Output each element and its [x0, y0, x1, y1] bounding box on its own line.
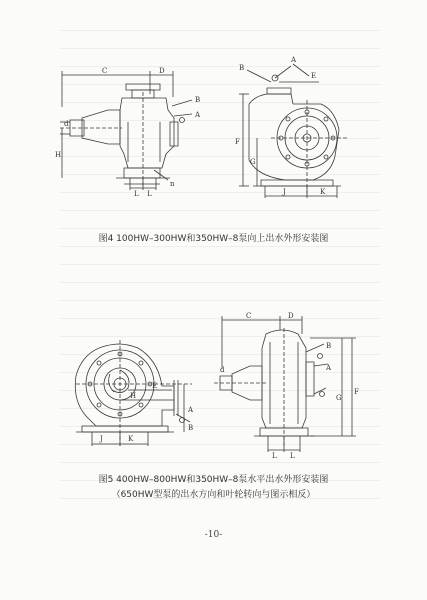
figure-5-caption-line-2: （650HW型泵的出水方向和叶轮转向与图示相反）: [111, 490, 316, 500]
page-number: -10-: [204, 530, 223, 540]
label: A: [326, 364, 332, 372]
label: B: [326, 342, 332, 350]
label: G: [336, 394, 342, 402]
figure-4-caption: 图4 100HW–300HW和350HW–8泵向上出水外形安装图: [98, 234, 329, 244]
label: L: [134, 190, 139, 197]
label: K: [128, 435, 134, 443]
label: L: [147, 190, 152, 197]
label: G: [250, 158, 256, 166]
label: D: [288, 312, 294, 320]
label: A: [195, 111, 201, 119]
figure-5-caption-line-1: 图5 400HW–800HW和350HW–8泵水平出水外形安装图: [98, 475, 329, 485]
label: J: [100, 435, 103, 443]
label: E: [311, 72, 317, 80]
label: H: [130, 392, 137, 400]
fig5-front-view-labels: [62, 330, 202, 450]
label: F: [354, 388, 359, 396]
label: D: [159, 67, 165, 75]
fig5-side-view-labels: [210, 308, 370, 458]
label: d: [64, 120, 69, 128]
label: n: [170, 180, 175, 188]
label: A: [291, 56, 297, 64]
label: J: [283, 188, 286, 196]
fig4-side-view-labels: [50, 62, 205, 197]
label: F: [235, 138, 240, 146]
label: B: [188, 424, 194, 432]
label: H: [55, 151, 62, 159]
label: K: [320, 188, 326, 196]
label: L: [272, 452, 277, 458]
label: C: [246, 312, 252, 320]
label: B: [195, 96, 201, 104]
label: d: [220, 366, 225, 374]
label: E: [152, 382, 158, 390]
label: L: [290, 452, 295, 458]
label: B: [239, 64, 245, 72]
label: C: [102, 67, 108, 75]
fig4-front-view-labels: [235, 52, 365, 202]
label: A: [188, 406, 194, 414]
